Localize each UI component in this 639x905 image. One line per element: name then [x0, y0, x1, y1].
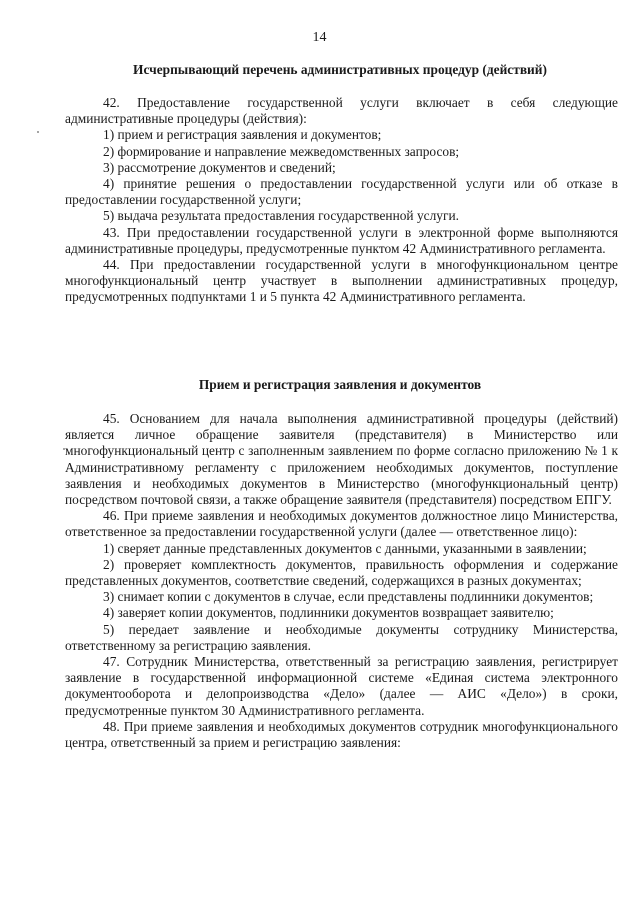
list-item: 2) проверяет комплектность документов, правильность оформления и содержание представленных документов, соответствие сведений, содержащихся в разных документах;: [65, 556, 618, 589]
section-body-reception: [65, 411, 618, 751]
list-item: 4) принятие решения о предоставлении государственной услуги или об отказе в предоставлении государственной услуги;: [65, 176, 618, 208]
section-heading-procedures: Исчерпывающий перечень административных процедур (действий): [133, 62, 547, 77]
paragraph-48: 48. При приеме заявления и необходимых документов сотрудник многофункционального центра, ответственный за прием и регистрацию заявления:: [65, 718, 618, 751]
list-item: 1) сверяет данные представленных документов с данными, указанными в заявлении;: [103, 540, 587, 556]
paragraph-46: 46. При приеме заявления и необходимых документов должностное лицо Министерства, ответственное за предоставлении государственной услуги (далее — ответственное лицо):: [65, 508, 618, 540]
list-item: 4) заверяет копии документов, подлинники документов возвращает заявителю;: [103, 605, 554, 621]
page-number: 14: [312, 30, 327, 45]
list-item: 5) передает заявление и необходимые документы сотруднику Министерства, ответственному за регистрацию заявления.: [65, 621, 618, 653]
list-item: 2) формирование и направление межведомственных запросов;: [103, 143, 460, 159]
paragraph-47: 47. Сотрудник Министерства, ответственный за регистрацию заявления, регистрирует заявление в государственной информационной системе «Единая система электронного документооборота и делопроизводства «Дело» (далее — АИС «Дело») в сроки, предусмотренные пунктом 30 Административного регламента.: [65, 654, 618, 718]
list-item: 3) рассмотрение документов и сведений;: [103, 159, 336, 175]
section-heading-reception: Прием и регистрация заявления и документов: [198, 377, 482, 392]
list-item: 3) снимает копии с документов в случае, если представлены подлинники документов;: [103, 589, 594, 605]
scan-speck: [37, 131, 39, 133]
section-body-procedures: [65, 95, 618, 306]
paragraph-42: 42. Предоставление государственной услуги включает в себя следующие административные процедуры (действия):: [65, 95, 618, 127]
scan-speck: [63, 448, 65, 450]
list-item: 5) выдача результата предоставления государственной услуги.: [103, 208, 459, 224]
paragraph-43: 43. При предоставлении государственной услуги в электронной форме выполняются административные процедуры, предусмотренные пунктом 42 Административного регламента.: [65, 224, 618, 256]
paragraph-44: 44. При предоставлении государственной услуги в многофункциональном центре многофункциональный центр участвует в выполнении административных процедур, предусмотренных подпунктами 1 и 5 пункта 42 Административного регламента.: [65, 257, 618, 305]
list-item: 1) прием и регистрация заявления и документов;: [103, 127, 382, 143]
paragraph-45: 45. Основанием для начала выполнения административной процедуры (действий) является личное обращение заявителя (представителя) в Министерство или многофункциональный центр с заполненным заявлением по форме согласно приложению № 1 к Административному регламенту с приложением необходимых документов, поступление заявления и необходимых документов в Министерство (многофункциональный центр) посредством почтовой связи, а также обращение заявителя (представителя) посредством ЕПГУ.: [65, 411, 618, 508]
